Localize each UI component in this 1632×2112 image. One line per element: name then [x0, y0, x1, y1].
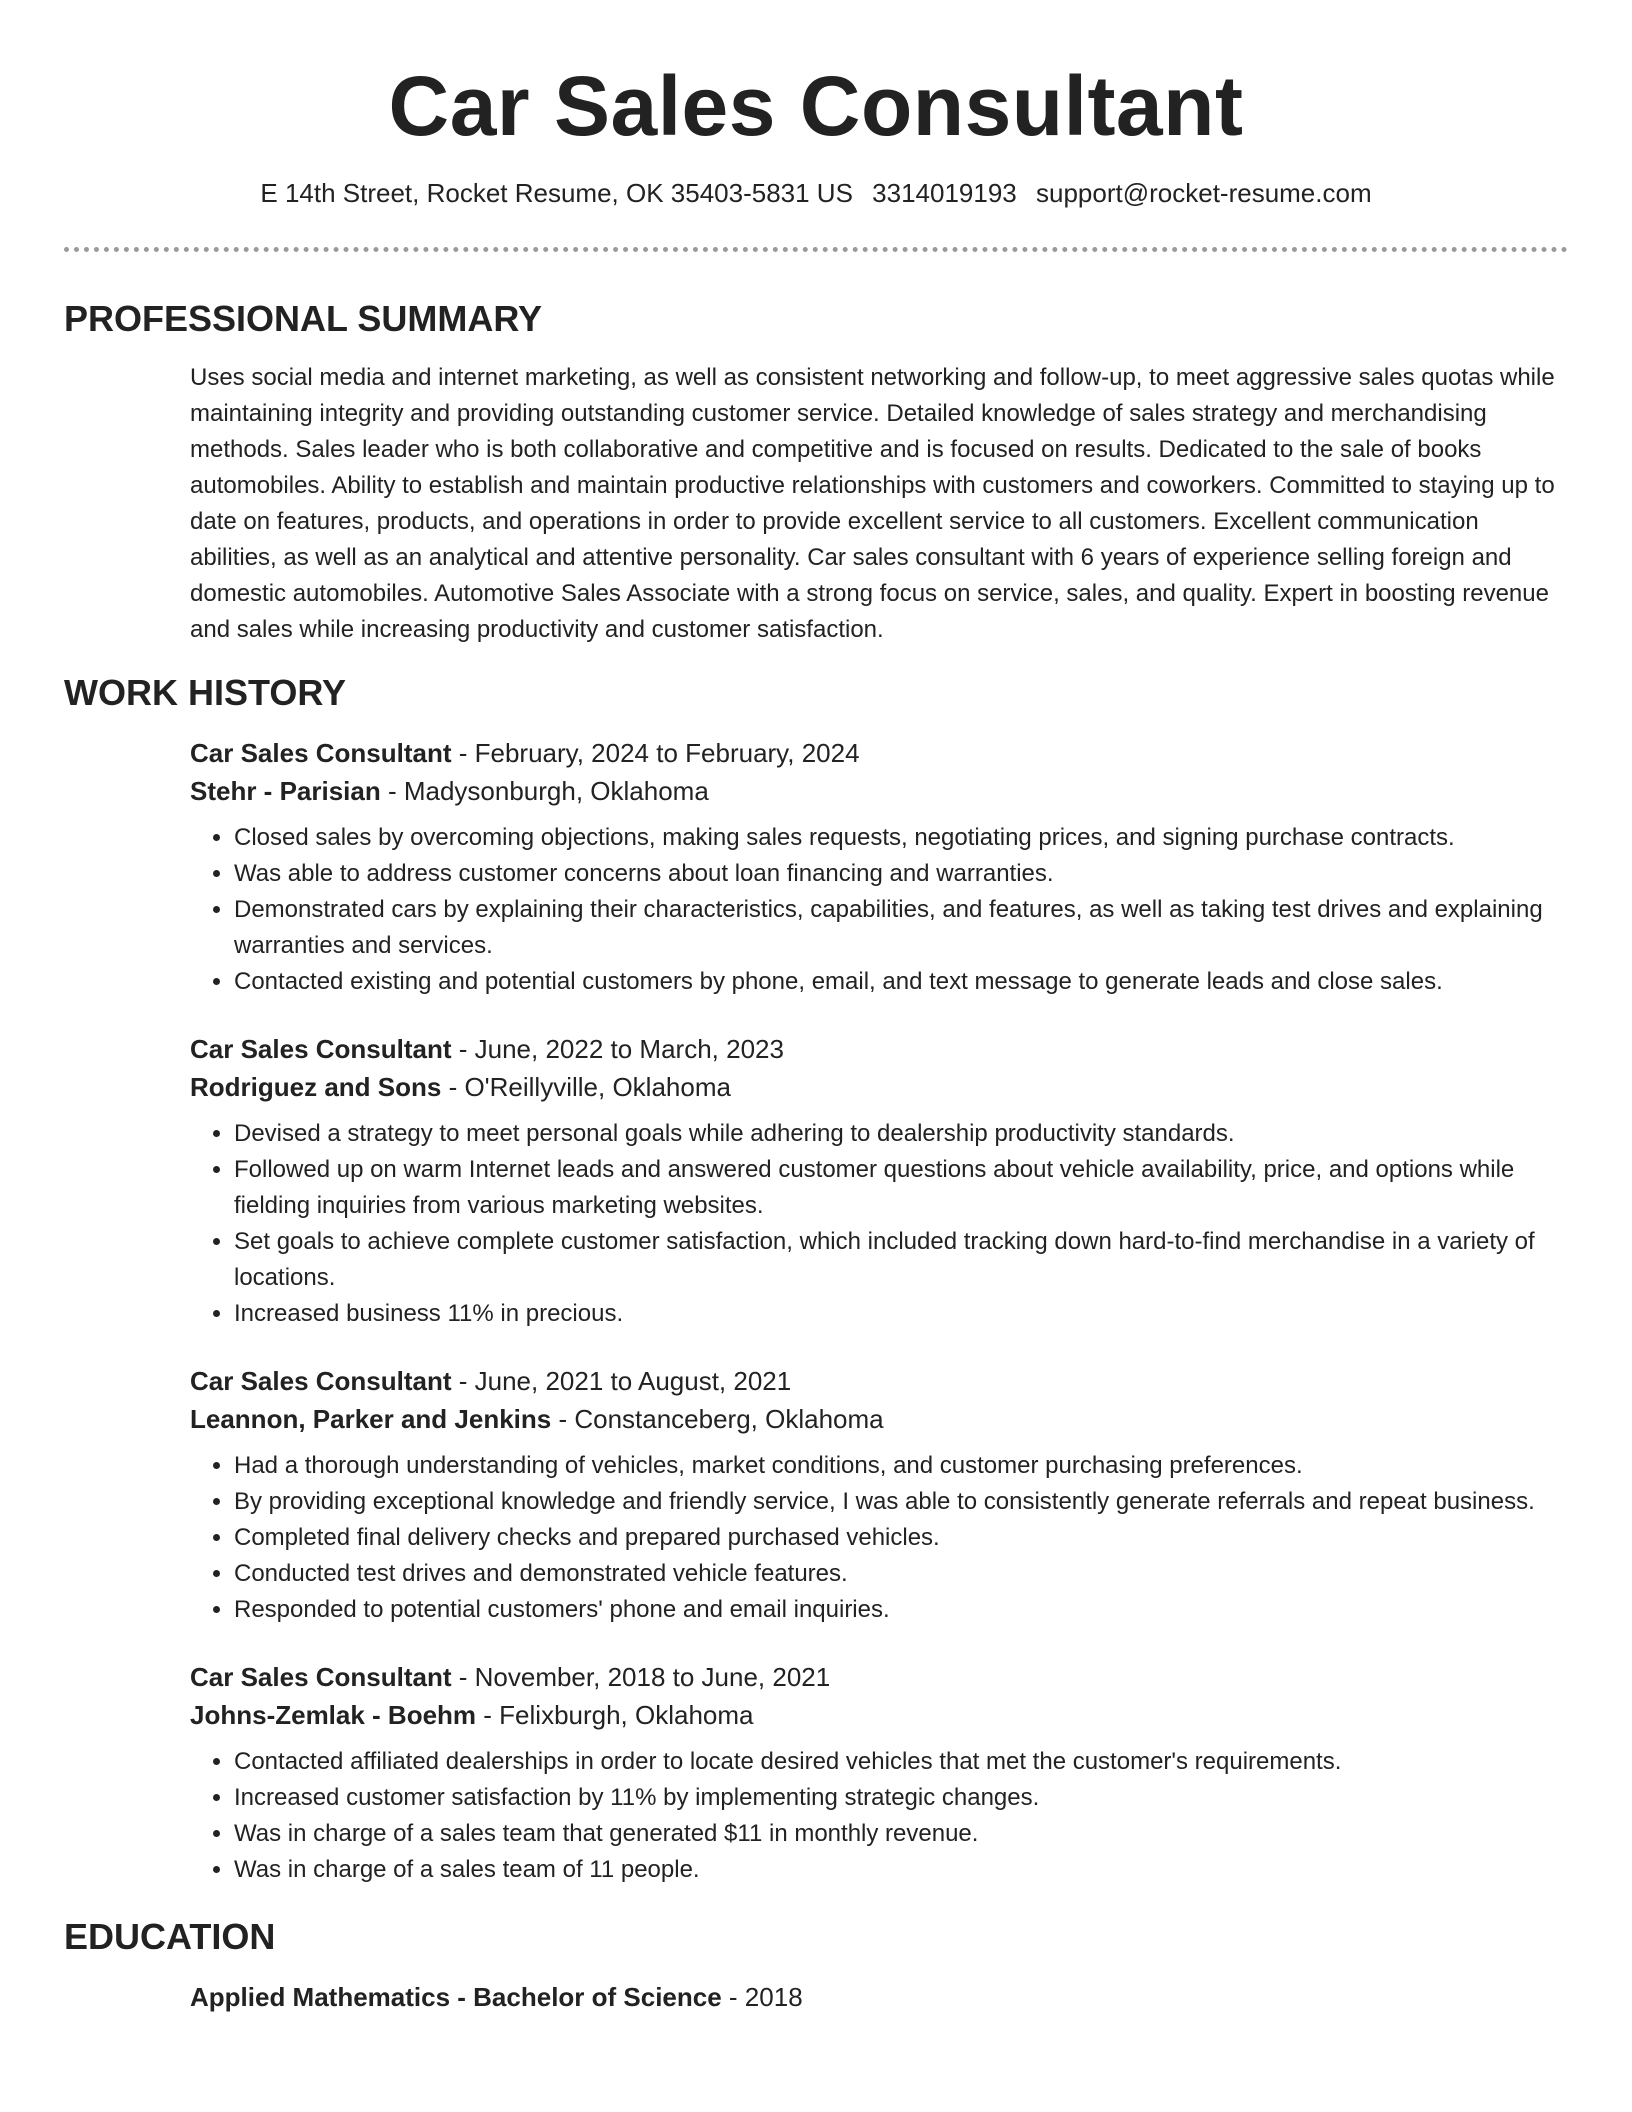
job-bullet: • By providing exceptional knowledge and friendly service, I was able to consistently generate referrals and repeat business.: [234, 1484, 1568, 1520]
job-dates: - June, 2022 to March, 2023: [451, 1034, 784, 1064]
job-bullets: [190, 820, 1568, 1000]
job-bullet: • Was able to address customer concerns about loan financing and warranties.: [234, 856, 1568, 892]
job-title: Car Sales Consultant: [190, 1366, 452, 1396]
job-bullet: • Increased customer satisfaction by 11% by implementing strategic changes.: [234, 1780, 1568, 1816]
job-bullet: • Had a thorough understanding of vehicles, market conditions, and customer purchasing preferences.: [234, 1448, 1568, 1484]
education-year: - 2018: [721, 1982, 803, 2012]
summary-heading: PROFESSIONAL SUMMARY: [64, 298, 543, 339]
job-bullet: • Demonstrated cars by explaining their characteristics, capabilities, and features, as well as taking test drives and explaining warranties and services.: [234, 892, 1568, 964]
job-bullet: • Completed final delivery checks and prepared purchased vehicles.: [234, 1520, 1568, 1556]
job-title-line: [190, 734, 1568, 772]
job-company-line: [190, 1068, 1568, 1106]
job-bullet: • Devised a strategy to meet personal goals while adhering to dealership productivity standards.: [234, 1116, 1568, 1152]
contact-email: support@rocket-resume.com: [1036, 178, 1372, 208]
job-company: Leannon, Parker and Jenkins: [190, 1404, 552, 1434]
header-divider: [64, 247, 1568, 252]
job-bullet: • Conducted test drives and demonstrated vehicle features.: [234, 1556, 1568, 1592]
job-company-line: [190, 1400, 1568, 1438]
contact-info: [64, 177, 1568, 209]
resume-name: Car Sales Consultant: [388, 59, 1244, 153]
job-company-line: [190, 1696, 1568, 1734]
job-entry: [190, 1030, 1568, 1332]
job-dates: - June, 2021 to August, 2021: [451, 1366, 792, 1396]
job-dates: - November, 2018 to June, 2021: [451, 1662, 831, 1692]
education-degree: Applied Mathematics - Bachelor of Science: [190, 1982, 722, 2012]
contact-address: E 14th Street, Rocket Resume, OK 35403-5831 US: [260, 178, 853, 208]
job-bullet: • Was in charge of a sales team of 11 people.: [234, 1852, 1568, 1888]
education-entry: [190, 1978, 1568, 2016]
job-location: - Madysonburgh, Oklahoma: [380, 776, 709, 806]
job-dates: - February, 2024 to February, 2024: [451, 738, 860, 768]
summary-text: Uses social media and internet marketing, as well as consistent networking and follow-up, to meet aggressive sales quotas while maintaining integrity and providing outstanding customer service. Detailed knowledge of sales strategy and merchandising methods. Sales leader who is both collaborative and competitive and is focused on results. Dedicated to the sale of books automobiles. Ability to establish and maintain productive relationships with customers and coworkers. Committed to staying up to date on features, products, and operations in order to provide excellent service to all customers. Excellent communication abilities, as well as an analytical and attentive personality. Car sales consultant with 6 years of experience selling foreign and domestic automobiles. Automotive Sales Associate with a strong focus on service, sales, and quality. Expert in boosting revenue and sales while increasing productivity and customer satisfaction.: [190, 364, 1555, 643]
job-bullet: • Responded to potential customers' phone and email inquiries.: [234, 1592, 1568, 1628]
job-title: Car Sales Consultant: [190, 738, 452, 768]
job-entry: [190, 1658, 1568, 1888]
job-company: Rodriguez and Sons: [190, 1072, 442, 1102]
work-history-heading: WORK HISTORY: [64, 672, 347, 713]
job-title-line: [190, 1030, 1568, 1068]
job-bullet: • Increased business 11% in precious.: [234, 1296, 1568, 1332]
job-bullets: [190, 1116, 1568, 1332]
job-title: Car Sales Consultant: [190, 1034, 452, 1064]
job-company-line: [190, 772, 1568, 810]
job-entry: [190, 1362, 1568, 1628]
job-bullet: • Was in charge of a sales team that generated $11 in monthly revenue.: [234, 1816, 1568, 1852]
job-bullet: • Closed sales by overcoming objections, making sales requests, negotiating prices, and signing purchase contracts.: [234, 820, 1568, 856]
job-company: Johns-Zemlak - Boehm: [190, 1700, 477, 1730]
job-location: - Felixburgh, Oklahoma: [476, 1700, 754, 1730]
job-bullet: • Followed up on warm Internet leads and answered customer questions about vehicle availability, price, and options while fielding inquiries from various marketing websites.: [234, 1152, 1568, 1224]
job-bullet: • Set goals to achieve complete customer satisfaction, which included tracking down hard-to-find merchandise in a variety of locations.: [234, 1224, 1568, 1296]
job-location: - O'Reillyville, Oklahoma: [441, 1072, 731, 1102]
job-title: Car Sales Consultant: [190, 1662, 452, 1692]
job-title-line: [190, 1362, 1568, 1400]
job-company: Stehr - Parisian: [190, 776, 381, 806]
resume-page: [64, 0, 1568, 2016]
contact-phone: 3314019193: [872, 178, 1017, 208]
job-entry: [190, 734, 1568, 1000]
education-heading: EDUCATION: [64, 1916, 276, 1957]
job-bullet: • Contacted affiliated dealerships in order to locate desired vehicles that met the customer's requirements.: [234, 1744, 1568, 1780]
job-bullet: • Contacted existing and potential customers by phone, email, and text message to generate leads and close sales.: [234, 964, 1568, 1000]
job-bullets: [190, 1744, 1568, 1888]
job-title-line: [190, 1658, 1568, 1696]
job-location: - Constanceberg, Oklahoma: [551, 1404, 884, 1434]
job-bullets: [190, 1448, 1568, 1628]
